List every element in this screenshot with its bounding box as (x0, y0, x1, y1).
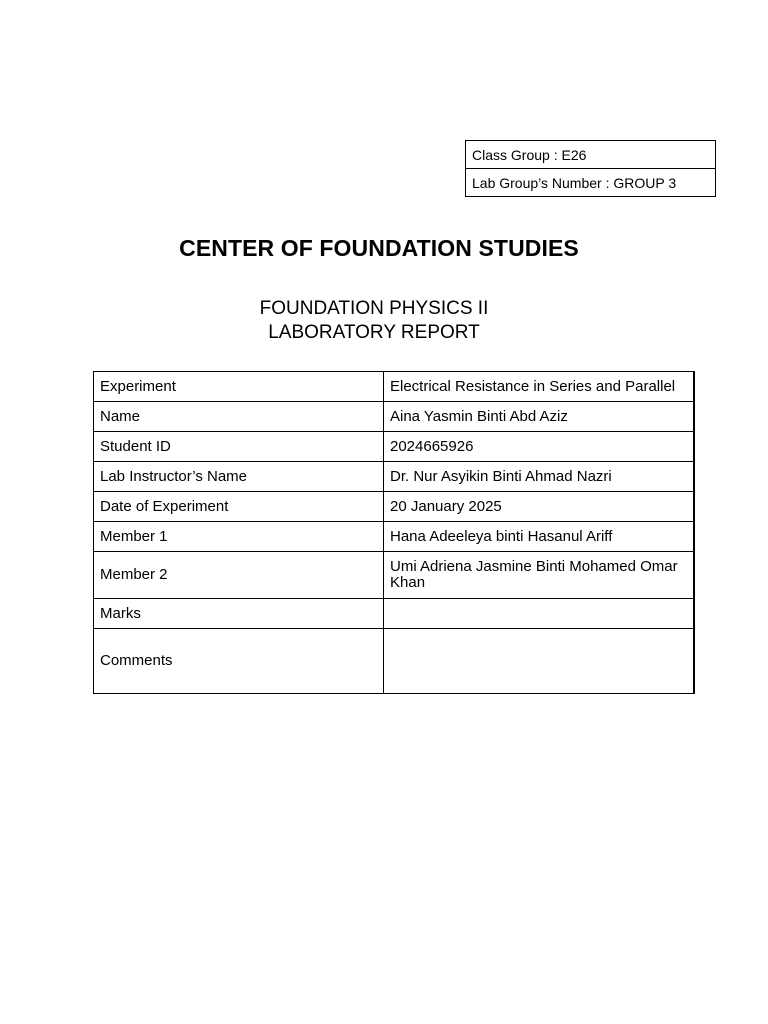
course-title: FOUNDATION PHYSICS II (259, 298, 489, 319)
report-info-table (93, 371, 695, 694)
member-2-label: Member 2 (94, 552, 384, 599)
experiment-value: Electrical Resistance in Series and Parallel (384, 372, 694, 402)
table-row-experiment (94, 372, 694, 402)
experiment-label: Experiment (94, 372, 384, 402)
class-group-row (466, 141, 716, 169)
table-row-name (94, 402, 694, 432)
member-1-label: Member 1 (94, 522, 384, 552)
lab-group-row (466, 169, 716, 197)
marks-value (384, 599, 694, 629)
table-row-instructor (94, 462, 694, 492)
instructor-label: Lab Instructor’s Name (94, 462, 384, 492)
date-label: Date of Experiment (94, 492, 384, 522)
page-title: CENTER OF FOUNDATION STUDIES (179, 235, 579, 261)
table-row-comments (94, 629, 694, 694)
member-2-value: Umi Adriena Jasmine Binti Mohamed Omar Khan (384, 552, 694, 599)
table-row-student-id (94, 432, 694, 462)
marks-label: Marks (94, 599, 384, 629)
date-value: 20 January 2025 (384, 492, 694, 522)
comments-value (384, 629, 694, 694)
table-row-member-1 (94, 522, 694, 552)
name-label: Name (94, 402, 384, 432)
table-row-marks (94, 599, 694, 629)
member-1-value: Hana Adeeleya binti Hasanul Ariff (384, 522, 694, 552)
report-subtitle (0, 297, 748, 345)
report-type: LABORATORY REPORT (268, 322, 480, 343)
table-row-member-2 (94, 552, 694, 599)
instructor-value: Dr. Nur Asyikin Binti Ahmad Nazri (384, 462, 694, 492)
table-row-date (94, 492, 694, 522)
class-group-box (465, 140, 716, 197)
student-id-label: Student ID (94, 432, 384, 462)
comments-label: Comments (94, 629, 384, 694)
name-value: Aina Yasmin Binti Abd Aziz (384, 402, 694, 432)
class-group-text: Class Group : E26 (466, 141, 716, 169)
student-id-value: 2024665926 (384, 432, 694, 462)
lab-group-text: Lab Group’s Number : GROUP 3 (466, 169, 716, 197)
